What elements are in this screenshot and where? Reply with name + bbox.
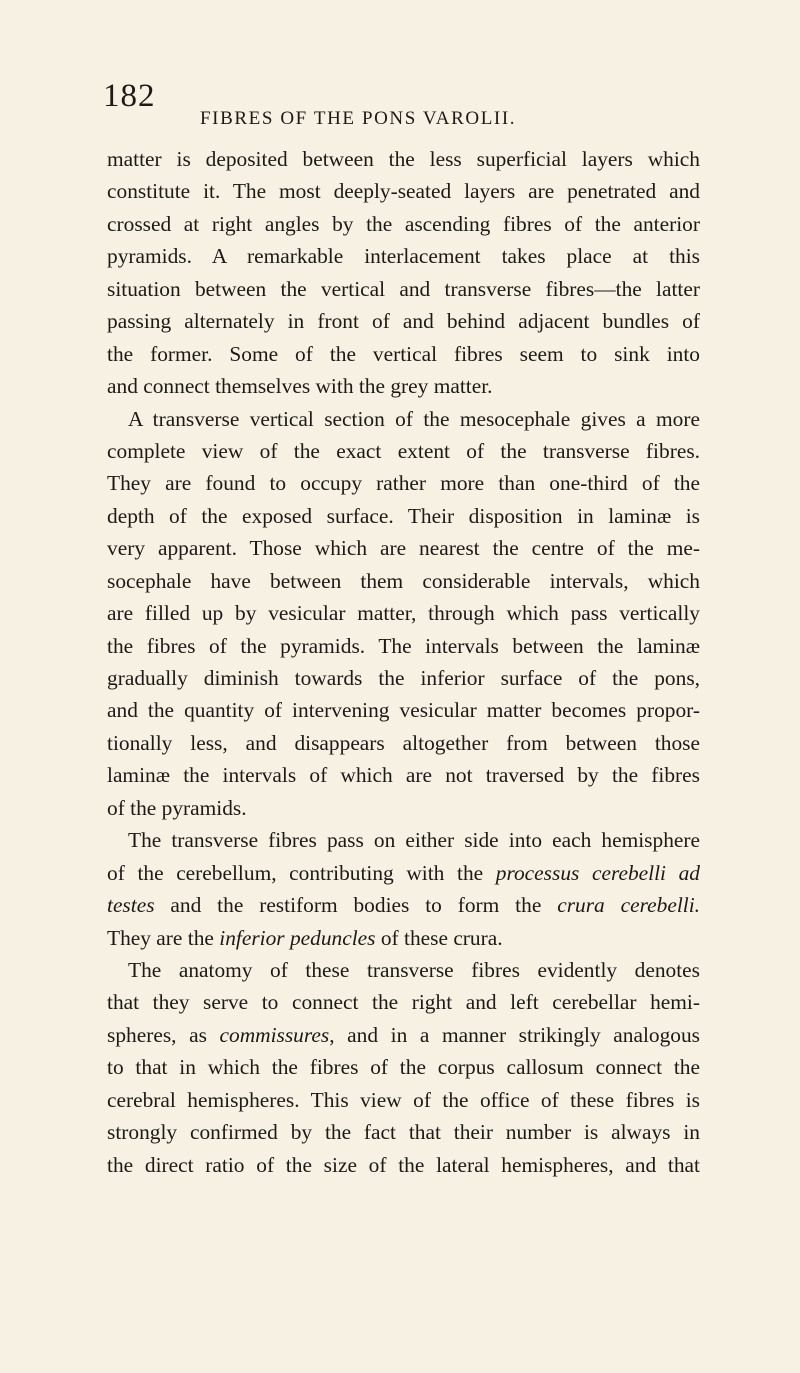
text-line bbox=[107, 467, 700, 499]
page-number: 182 bbox=[103, 78, 156, 114]
text-run: strongly confirmed by the fact that their number is always in bbox=[107, 1120, 700, 1145]
text-line bbox=[107, 273, 700, 305]
text-line bbox=[107, 922, 700, 954]
text-run: laminæ the intervals of which are not traversed by the fibres bbox=[107, 763, 700, 788]
text-line bbox=[107, 1084, 700, 1116]
text-run: The transverse fibres pass on either side into each hemisphere bbox=[128, 828, 700, 853]
text-line bbox=[107, 662, 700, 694]
text-line bbox=[107, 143, 700, 175]
text-run: to that in which the fibres of the corpus callosum connect the bbox=[107, 1055, 700, 1080]
text-line bbox=[107, 759, 700, 791]
text-line bbox=[107, 630, 700, 662]
italic-term: processus cerebelli ad bbox=[495, 860, 701, 885]
text-run: crossed at right angles by the ascending fibres of the anterior bbox=[107, 211, 700, 236]
text-line bbox=[107, 435, 700, 467]
text-run: very apparent. Those which are nearest the centre of the me- bbox=[107, 536, 700, 561]
text-line bbox=[107, 1019, 700, 1051]
text-run: the former. Some of the vertical fibres seem to sink into bbox=[107, 341, 700, 366]
body-text bbox=[107, 143, 700, 1181]
text-run: spheres, as bbox=[107, 1022, 220, 1047]
text-run: They are the bbox=[107, 925, 220, 950]
italic-term: testes bbox=[107, 893, 155, 918]
text-run: complete view of the exact extent of the transverse fibres. bbox=[107, 438, 700, 463]
text-run: socephale have between them considerable intervals, which bbox=[107, 568, 700, 593]
text-run: gradually diminish towards the inferior surface of the pons, bbox=[107, 666, 700, 690]
italic-term: inferior peduncles bbox=[219, 925, 376, 950]
text-run: of the pyramids. bbox=[107, 795, 247, 820]
text-line bbox=[107, 403, 700, 435]
text-run: the direct ratio of the size of the lateral hemispheres, and that bbox=[107, 1152, 700, 1177]
text-run: are filled up by vesicular matter, through which pass vertically bbox=[107, 601, 700, 626]
text-line bbox=[107, 208, 700, 240]
text-line bbox=[107, 727, 700, 759]
text-run: , and in a manner strikingly analogous bbox=[329, 1022, 701, 1047]
text-run: pyramids. A remarkable interlacement takes place at this bbox=[107, 244, 700, 269]
text-line bbox=[107, 1116, 700, 1148]
text-line bbox=[107, 532, 700, 564]
text-line bbox=[107, 694, 700, 726]
italic-term: commissures bbox=[219, 1022, 330, 1047]
text-line bbox=[107, 1051, 700, 1083]
text-line bbox=[107, 889, 700, 921]
text-line bbox=[107, 565, 700, 597]
text-run: and connect themselves with the grey matter. bbox=[107, 374, 493, 399]
text-line bbox=[107, 954, 700, 986]
text-line bbox=[107, 305, 700, 337]
text-line bbox=[107, 175, 700, 207]
text-line bbox=[107, 370, 700, 402]
text-line bbox=[107, 240, 700, 272]
text-line bbox=[107, 1149, 700, 1181]
italic-term: crura cerebelli. bbox=[557, 893, 700, 918]
text-run: passing alternately in front of and behind adjacent bundles of bbox=[107, 309, 700, 334]
text-line bbox=[107, 338, 700, 370]
text-run: of these crura. bbox=[375, 925, 503, 950]
text-run: cerebral hemispheres. This view of the office of these fibres is bbox=[107, 1087, 700, 1112]
text-run: tionally less, and disappears altogether from between those bbox=[107, 730, 700, 755]
text-run: of the cerebellum, contributing with the bbox=[107, 860, 496, 885]
text-line bbox=[107, 792, 700, 824]
text-run: constitute it. The most deeply-seated layers are penetrated and bbox=[107, 179, 700, 204]
text-run: They are found to occupy rather more than one-third of the bbox=[107, 471, 700, 496]
text-run: situation between the vertical and transverse fibres—the latter bbox=[107, 276, 700, 301]
text-line bbox=[107, 986, 700, 1018]
text-run: and the quantity of intervening vesicular matter becomes propor- bbox=[107, 698, 700, 723]
text-run: and the restiform bodies to form the bbox=[154, 893, 558, 918]
text-line bbox=[107, 824, 700, 856]
text-run: A transverse vertical section of the mesocephale gives a more bbox=[128, 406, 700, 431]
text-run: matter is deposited between the less superficial layers which bbox=[107, 147, 700, 171]
text-run: that they serve to connect the right and left cerebellar hemi- bbox=[107, 990, 700, 1015]
text-run: depth of the exposed surface. Their disposition in laminæ is bbox=[107, 503, 700, 528]
text-line bbox=[107, 500, 700, 532]
text-run: The anatomy of these transverse fibres evidently denotes bbox=[128, 957, 700, 982]
text-line bbox=[107, 857, 700, 889]
text-line bbox=[107, 597, 700, 629]
running-head: FIBRES OF THE PONS VAROLII. bbox=[200, 108, 517, 129]
text-run: the fibres of the pyramids. The intervals between the laminæ bbox=[107, 633, 700, 658]
